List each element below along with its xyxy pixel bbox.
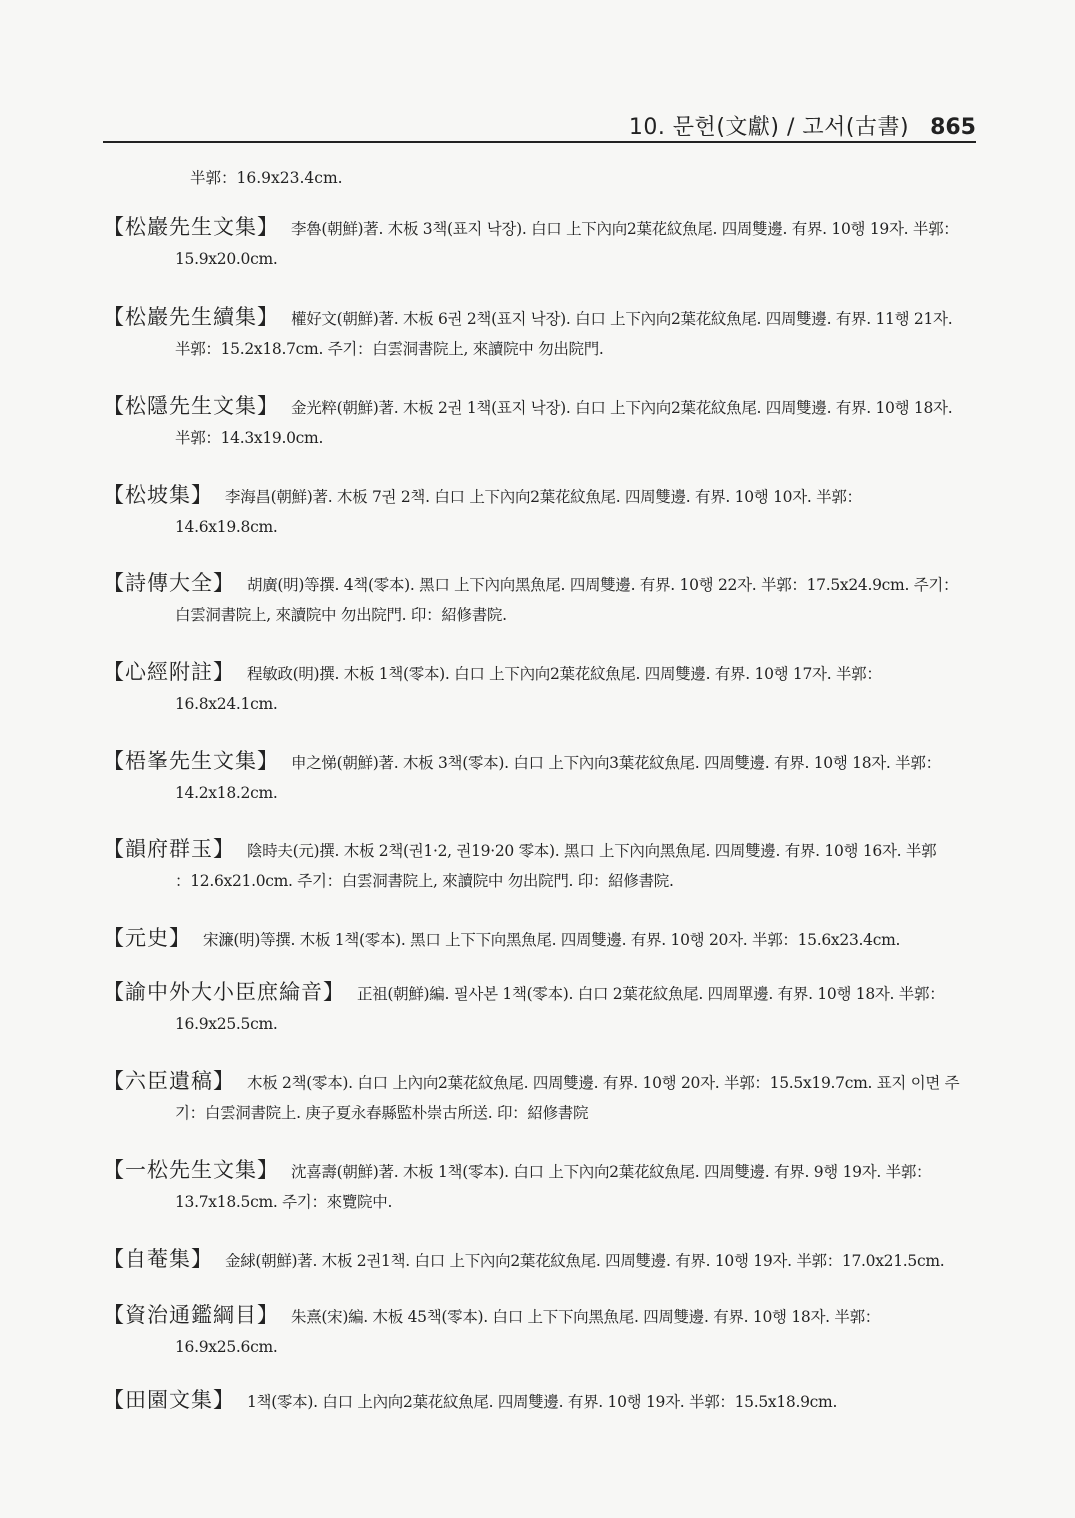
- entry-desc: 李海昌(朝鮮)著. 木板 7권 2책. 白口 上下內向2葉花紋魚尾. 四周雙邊. 有界. 10행 10자. 半郭：: [225, 488, 862, 506]
- entry-desc-cont: 기：白雲洞書院上. 庚子夏永春縣監朴崇古所送. 印：紹修書院: [175, 1104, 589, 1122]
- entry-desc: 胡廣(明)等撰. 4책(零本). 黑口 上下內向黑魚尾. 四周雙邊. 有界. 10행 22자. 半郭：17.5x24.9cm. 주기：: [247, 576, 959, 594]
- catalog-entry: [103, 212, 963, 274]
- header-rule: [103, 141, 976, 143]
- entry-title: 【韻府群玉】: [103, 837, 235, 861]
- entry-desc-cont: 半郭：15.2x18.7cm. 주기：白雲洞書院上, 來讀院中 勿出院門.: [175, 340, 604, 358]
- entry-desc-cont: 16.8x24.1cm.: [175, 695, 278, 713]
- entry-title: 【諭中外大小臣庶綸音】: [103, 980, 345, 1004]
- catalog-entry: [103, 657, 963, 719]
- entry-desc: 朱熹(宋)編. 木板 45책(零本). 白口 上下下向黑魚尾. 四周雙邊. 有界. 10행 18자. 半郭：: [291, 1308, 880, 1326]
- entry-desc-cont: 13.7x18.5cm. 주기：來覽院中.: [175, 1193, 393, 1211]
- entry-title: 【資治通鑑綱目】: [103, 1303, 279, 1327]
- entry-desc-cont: 半郭：14.3x19.0cm.: [175, 429, 324, 447]
- entry-title: 【松隱先生文集】: [103, 394, 279, 418]
- entry-title: 【六臣遺稿】: [103, 1069, 235, 1093]
- entry-title: 【松巖先生文集】: [103, 215, 279, 239]
- catalog-entry: [103, 977, 963, 1039]
- entry-desc-cont: 白雲洞書院上, 來讀院中 勿出院門. 印：紹修書院.: [175, 606, 507, 624]
- entry-desc: 沈喜壽(朝鮮)著. 木板 1책(零本). 白口 上下內向2葉花紋魚尾. 四周雙邊. 有界. 9행 19자. 半郭：: [291, 1163, 932, 1181]
- entry-desc: 權好文(朝鮮)著. 木板 6권 2책(표지 낙장). 白口 上下內向2葉花紋魚尾. 四周雙邊. 有界. 11행 21자.: [291, 310, 953, 328]
- entry-desc: 金絿(朝鮮)著. 木板 2권1책. 白口 上下內向2葉花紋魚尾. 四周雙邊. 有界. 10행 19자. 半郭：17.0x21.5cm.: [225, 1252, 945, 1270]
- entry-title: 【自菴集】: [103, 1247, 213, 1271]
- entry-desc: 木板 2책(零本). 白口 上內向2葉花紋魚尾. 四周雙邊. 有界. 10행 20자. 半郭：15.5x19.7cm. 표지 이면 주: [247, 1074, 960, 1092]
- catalog-entry: [103, 302, 963, 364]
- entry-desc-cont: ：12.6x21.0cm. 주기：白雲洞書院上, 來讀院中 勿出院門. 印：紹修書院.: [175, 872, 674, 890]
- entry-desc: 正祖(朝鮮)編. 필사본 1책(零本). 白口 2葉花紋魚尾. 四周單邊. 有界. 10행 18자. 半郭：: [357, 985, 945, 1003]
- catalog-entry: [103, 480, 963, 542]
- entry-title: 【一松先生文集】: [103, 1158, 279, 1182]
- entry-title: 【心經附註】: [103, 660, 235, 684]
- entry-title: 【梧峯先生文集】: [103, 749, 279, 773]
- entry-desc: 金光粹(朝鮮)著. 木板 2권 1책(표지 낙장). 白口 上下內向2葉花紋魚尾. 四周雙邊. 有界. 10행 18자.: [291, 399, 953, 417]
- catalog-entry: [103, 568, 963, 630]
- page-number: 865: [930, 115, 976, 140]
- entry-desc-cont: 14.2x18.2cm.: [175, 784, 278, 802]
- entry-desc-cont: 15.9x20.0cm.: [175, 250, 278, 268]
- entry-desc: 1책(零本). 白口 上內向2葉花紋魚尾. 四周雙邊. 有界. 10행 19자. 半郭：15.5x18.9cm.: [247, 1393, 838, 1411]
- running-header: [629, 110, 976, 141]
- section-title: 10. 문헌(文獻) / 고서(古書): [628, 115, 910, 140]
- entry-title: 【松坡集】: [103, 483, 213, 507]
- entry-title: 【元史】: [103, 926, 191, 950]
- catalog-entry: [103, 1155, 963, 1217]
- entry-desc: 申之悌(朝鮮)著. 木板 3책(零本). 白口 上下內向3葉花紋魚尾. 四周雙邊. 有界. 10행 18자. 半郭：: [291, 754, 941, 772]
- catalog-entry: [103, 923, 963, 955]
- entry-desc: 李魯(朝鮮)著. 木板 3책(표지 낙장). 白口 上下內向2葉花紋魚尾. 四周雙邊. 有界. 10행 19자. 半郭：: [291, 220, 959, 238]
- entry-title: 【松巖先生續集】: [103, 305, 279, 329]
- entry-desc-cont: 16.9x25.5cm.: [175, 1015, 278, 1033]
- catalog-entry: [103, 391, 963, 453]
- entry-desc: 程敏政(明)撰. 木板 1책(零本). 白口 上下內向2葉花紋魚尾. 四周雙邊. 有界. 10행 17자. 半郭：: [247, 665, 882, 683]
- catalog-entry: [103, 1385, 963, 1417]
- continuation-line: 半郭：16.9x23.4cm.: [190, 169, 343, 187]
- catalog-entry: [103, 1300, 963, 1362]
- catalog-entry: [103, 1066, 963, 1128]
- catalog-entry: [103, 746, 963, 808]
- catalog-entry: [103, 834, 963, 896]
- entry-title: 【田園文集】: [103, 1388, 235, 1412]
- catalog-entry: [103, 1244, 963, 1276]
- entry-desc-cont: 14.6x19.8cm.: [175, 518, 278, 536]
- entry-desc: 陰時夫(元)撰. 木板 2책(권1·2, 권19·20 零本). 黑口 上下內向黑魚尾. 四周雙邊. 有界. 10행 16자. 半郭: [247, 842, 937, 860]
- entry-desc-cont: 16.9x25.6cm.: [175, 1338, 278, 1356]
- entry-title: 【詩傳大全】: [103, 571, 235, 595]
- entry-desc: 宋濂(明)等撰. 木板 1책(零本). 黑口 上下下向黑魚尾. 四周雙邊. 有界. 10행 20자. 半郭：15.6x23.4cm.: [203, 931, 901, 949]
